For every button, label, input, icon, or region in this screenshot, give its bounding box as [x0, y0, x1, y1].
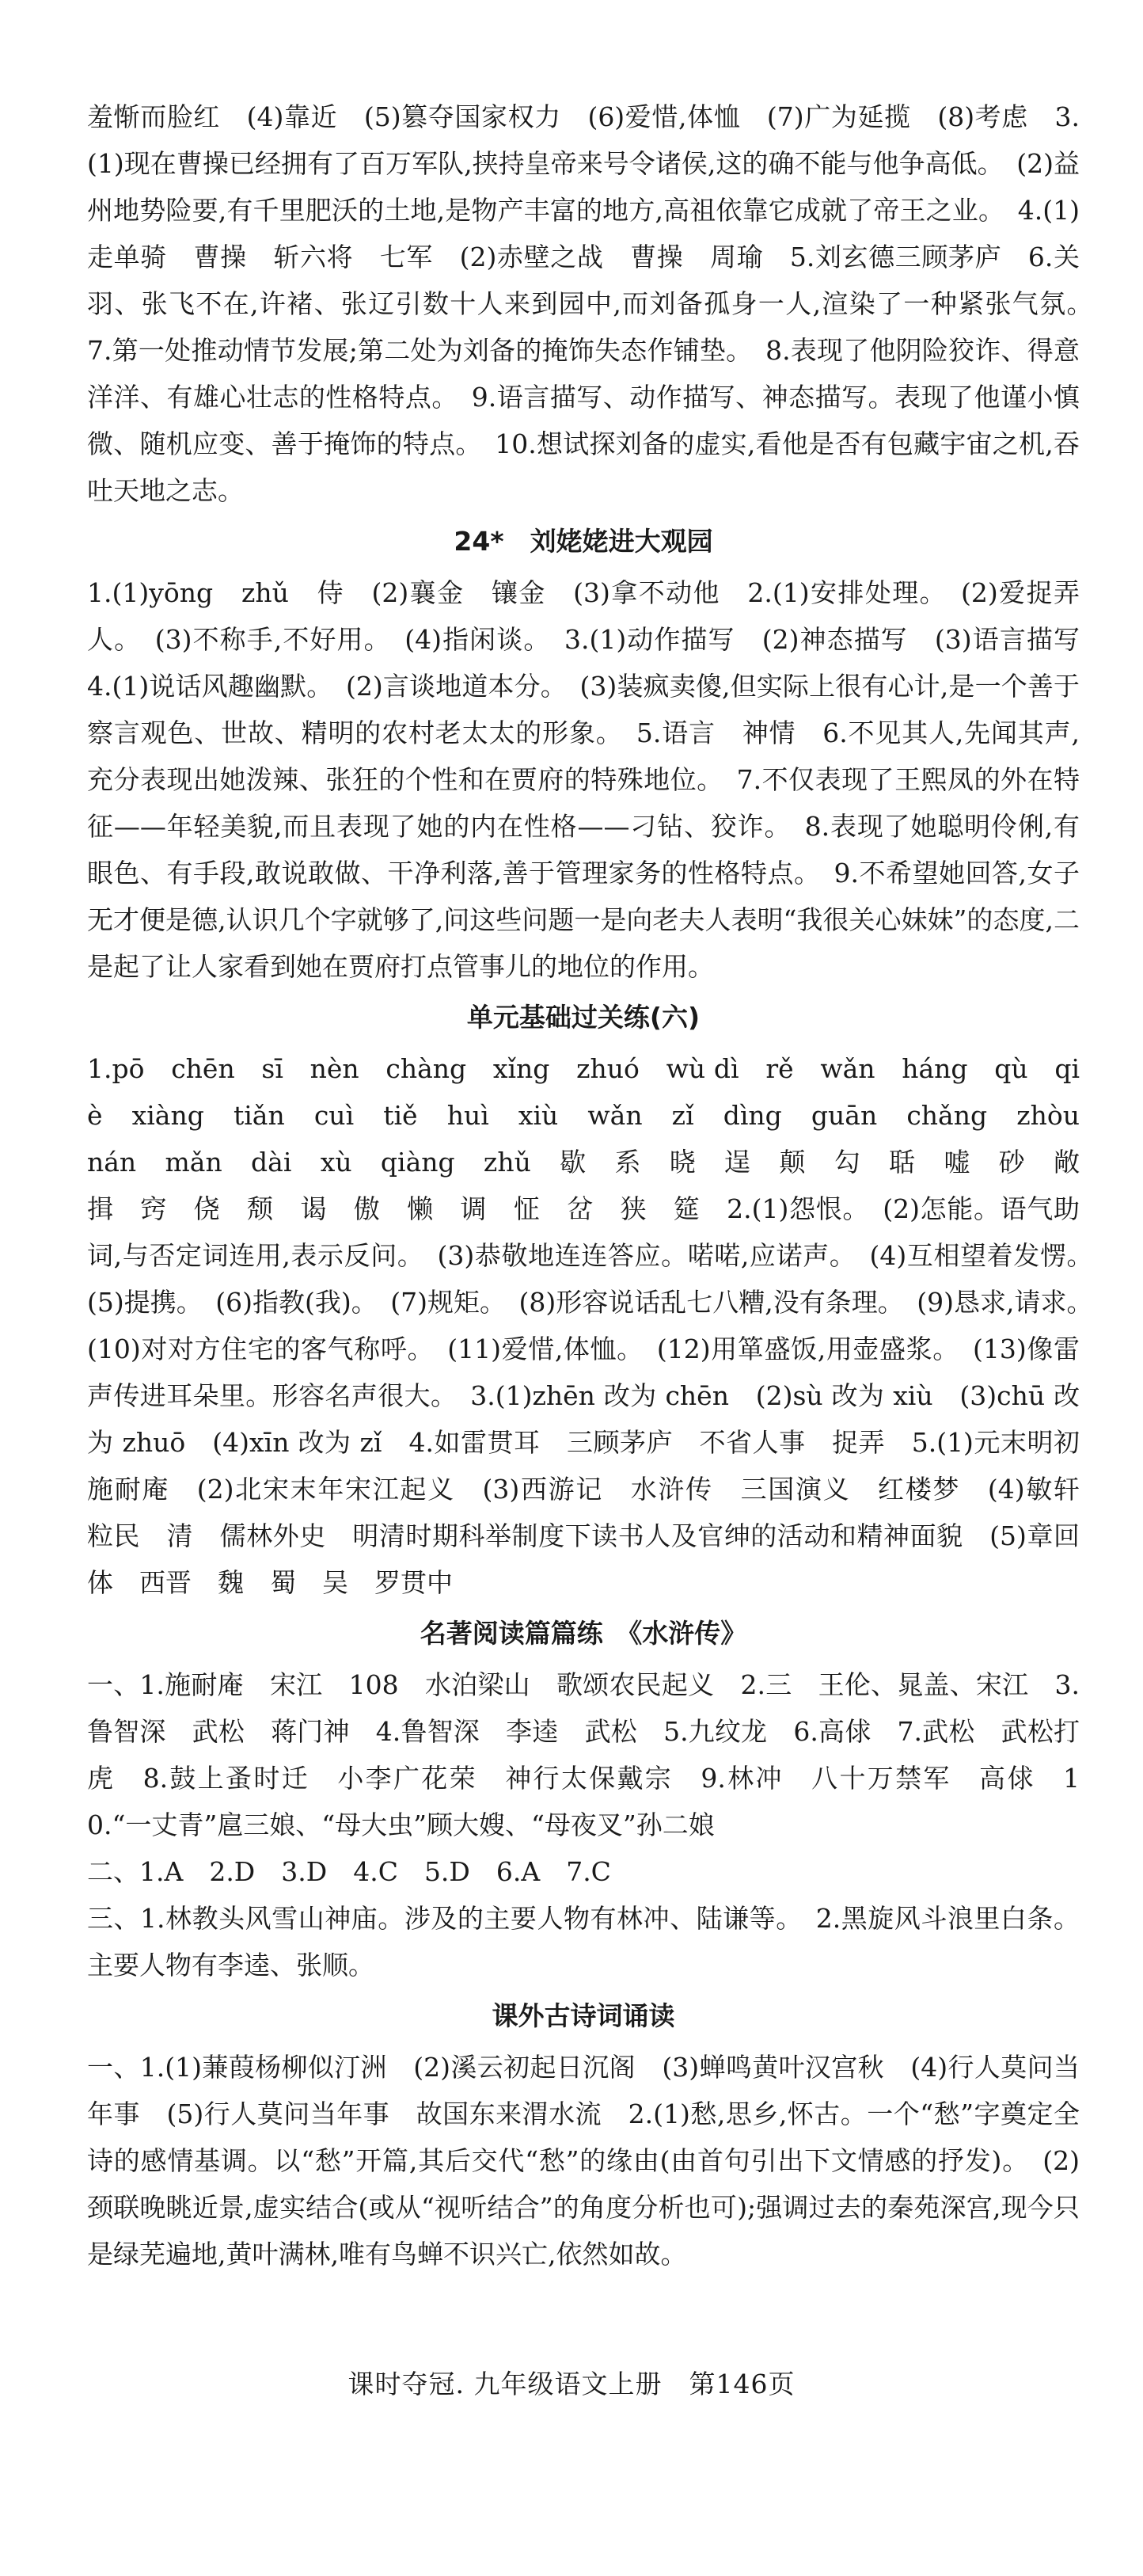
answer-paragraph-lesson23: 羞惭而脸红 (4)靠近 (5)篡夺国家权力 (6)爱惜,体恤 (7)广为延揽 (8)考虑 3.(1)现在曹操已经拥有了百万军队,挟持皇帝来号令诸侯,这的确不能与他争高低。 (2)益州地势险要,有千里肥沃的土地,是物产丰富的地方,高祖依靠它成就了帝王之业。 4.(1)走单骑 曹操 斩六将 七军 (2)赤壁之战 曹操 周瑜 5.刘玄德三顾茅庐 6.关羽、张飞不在,许褚、张辽引数十人来到园中,而刘备孤身一人,渲染了一种紧张气氛。 7.第一处推动情节发展;第二处为刘备的掩饰失态作铺垫。 8.表现了他阴险狡诈、得意洋洋、有雄心壮志的性格特点。 9.语言描写、动作描写、神态描写。表现了他谨小慎微、随机应变、善于掩饰的特点。 10.想试探刘备的虚实,看他是否有包藏宇宙之机,吞吐天地之志。 — [87, 101, 1106, 506]
section-title-poems: 课外古诗词诵读 — [492, 2000, 675, 2031]
answer-paragraph-shuihu-1: 一、1.施耐庵 宋江 108 水泊梁山 歌颂农民起义 2.三 王伦、晁盖、宋江 3.鲁智深 武松 蒋门神 4.鲁智深 李逵 武松 5.九纹龙 6.高俅 7.武松 武松打虎 8.鼓上蚤时迁 小李广花荣 神行太保戴宗 9.林冲 八十万禁军 高俅 10.“一丈青”扈三娘、“母大虫”顾大嫂、“母夜叉”孙二娘 — [87, 1669, 1080, 1840]
answer-paragraph-poems: 一、1.(1)蒹葭杨柳似汀洲 (2)溪云初起日沉阁 (3)蝉鸣黄叶汉宫秋 (4)行人莫问当年事 (5)行人莫问当年事 故国东来渭水流 2.(1)愁,思乡,怀古。一个“愁”字奠定全诗的感情基调。以“愁”开篇,其后交代“愁”的缘由(由首句引出下文情感的抒发)。 (2)颈联晚眺近景,虚实结合(或从“视听结合”的角度分析也可);强调过去的秦苑深宫,现今只是绿芜遍地,黄叶满林,唯有鸟蝉不识兴亡,依然如故。 — [87, 2052, 1080, 2270]
answer-paragraph-shuihu-3: 三、1.林教头风雪山神庙。涉及的主要人物有林冲、陆谦等。 2.黑旋风斗浪里白条。主要人物有李逵、张顺。 — [87, 1903, 1080, 1981]
section-title-lesson24: 24* 刘姥姥进大观园 — [454, 526, 713, 557]
page-footer: 课时夺冠. 九年级语文上册 第146页 — [347, 2369, 796, 2399]
answer-paragraph-unit6: 1.pō chēn sī nèn chàng xǐng zhuó wù dì rě wǎn háng qù qiè xiàng tiǎn cuì tiě huì xiù wǎn zǐ dìng guān chǎng zhòu nán mǎn dài xù qiàng zhǔ 歇 系 晓 逞 颠 勾 聒 嘘 砂 敞 揖 窍 侥 颓 谒 傲 懒 调 怔 岔 狭 筵 2.(1)怨恨。 (2)怎能。语气助词,与否定词连用,表示反问。 (3)恭敬地连连答应。喏喏,应诺声。 (4)互相望着发愣。 (5)提携。 (6)指教(我)。 (7)规矩。 (8)形容说话乱七八糟,没有条理。 (9)恳求,请求。 (10)对对方住宅的客气称呼。 (11)爱惜,体恤。 (12)用箪盛饭,用壶盛浆。 (13)像雷声传进耳朵里。形容名声很大。 3.(1)zhēn 改为 chēn (2)sù 改为 xiù (3)chū 改为 zhuō (4)xīn 改为 zǐ 4.如雷贯耳 三顾茅庐 不省人事 捉弄 5.(1)元末明初 施耐庵 (2)北宋末年宋江起义 (3)西游记 水浒传 三国演义 红楼梦 (4)敏轩 粒民 清 儒林外史 明清时期科举制度下读书人及官绅的活动和精神面貌 (5)章回体 西晋 魏 蜀 吴 罗贯中 — [87, 1053, 1106, 1598]
section-title-shuihu: 名著阅读篇篇练 《水浒传》 — [420, 1618, 747, 1649]
section-title-unit6: 单元基础过关练(六) — [466, 1002, 701, 1033]
answer-paragraph-lesson24: 1.(1)yōng zhǔ 侍 (2)襄金 镶金 (3)拿不动他 2.(1)安排处理。 (2)爱捉弄人。 (3)不称手,不好用。 (4)指闲谈。 3.(1)动作描写 (2)神态描写 (3)语言描写 4.(1)说话风趣幽默。 (2)言谈地道本分。 (3)装疯卖傻,但实际上很有心计,是一个善于察言观色、世故、精明的农村老太太的形象。 5.语言 神情 6.不见其人,先闻其声,充分表现出她泼辣、张狂的个性和在贾府的特殊地位。 7.不仅表现了王熙凤的外在特征——年轻美貌,而且表现了她的内在性格——刁钻、狡诈。 8.表现了她聪明伶俐,有眼色、有手段,敢说敢做、干净利落,善于管理家务的性格特点。 9.不希望她回答,女子无才便是德,认识几个字就够了,问这些问题一是向老夫人表明“我很关心妹妹”的态度,二是起了让人家看到她在贾府打点管事儿的地位的作用。 — [87, 577, 1106, 982]
answer-paragraph-shuihu-2: 二、1.A 2.D 3.D 4.C 5.D 6.A 7.C — [87, 1856, 611, 1887]
